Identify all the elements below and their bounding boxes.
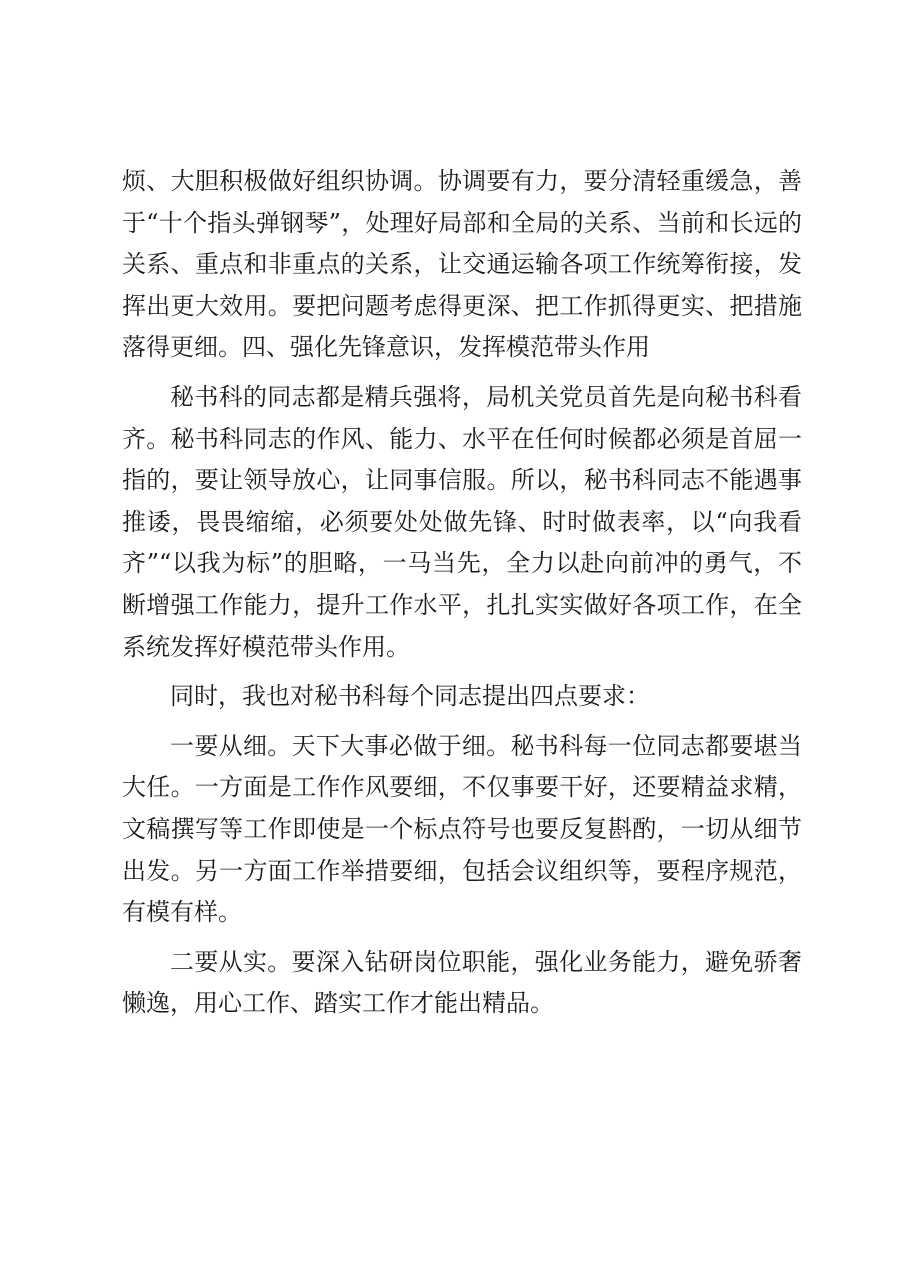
document-body <box>122 161 802 1025</box>
paragraph-4: 一要从细。天下大事必做于细。秘书科每一位同志都要堪当大任。一方面是工作作风要细，不仅事要干好，还要精益求精，文稿撰写等工作即使是一个标点符号也要反复斟酌，一切从细节出发。另一方面工作举措要细，包括会议组织等，要程序规范，有模有样。 <box>122 731 802 927</box>
paragraph-2: 秘书科的同志都是精兵强将，局机关党员首先是向秘书科看齐。秘书科同志的作风、能力、水平在任何时候都必须是首屈一指的，要让领导放心，让同事信服。所以，秘书科同志不能遇事推诿，畏畏缩缩，必须要处处做先锋、时时做表率，以“向我看齐”“以我为标”的胆略，一马当先，全力以赴向前冲的勇气，不断增强工作能力，提升工作水平，扎扎实实做好各项工作，在全系统发挥好模范带头作用。 <box>122 382 802 661</box>
paragraph-3: 同时，我也对秘书科每个同志提出四点要求： <box>170 682 650 711</box>
paragraph-1: 烦、大胆积极做好组织协调。协调要有力，要分清轻重缓急，善于“十个指头弹钢琴”，处理好局部和全局的关系、当前和长远的关系、重点和非重点的关系，让交通运输各项工作统筹衔接，发挥出更大效用。要把问题考虑得更深、把工作抓得更实、把措施落得更细。四、强化先锋意识，发挥模范带头作用 <box>122 167 802 362</box>
paragraph-5: 二要从实。要深入钻研岗位职能，强化业务能力，避免骄奢懒逸，用心工作、踏实工作才能出精品。 <box>122 947 802 1018</box>
